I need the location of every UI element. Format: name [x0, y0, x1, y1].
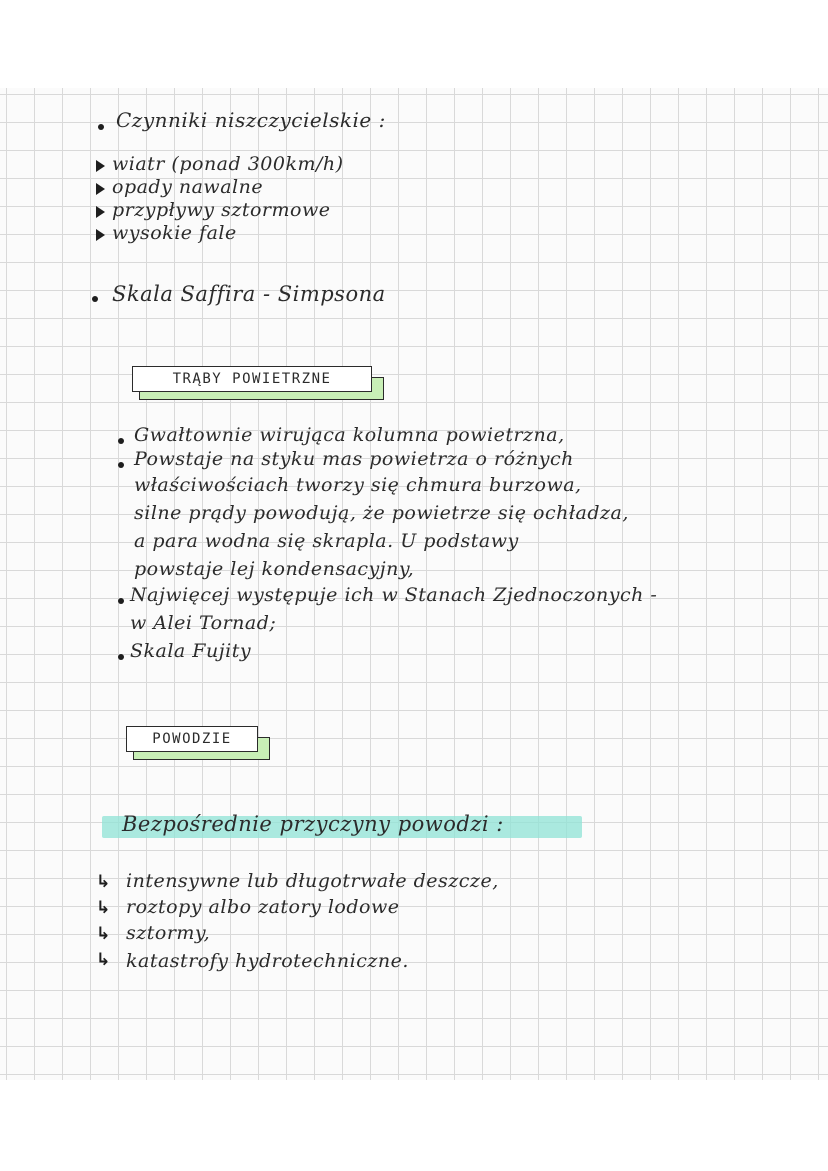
- section2-line: silne prądy powodują, że powietrze się ochładza,: [134, 502, 629, 524]
- section1-item: wiatr (ponad 300km/h): [112, 153, 344, 175]
- bullet-triangle-icon: [96, 160, 105, 172]
- section3-cause: katastrofy hydrotechniczne.: [126, 950, 409, 972]
- section3-subheading: Bezpośrednie przyczyny powodzi :: [122, 812, 504, 836]
- section1-item: opady nawalne: [112, 176, 264, 198]
- section2-line: Najwięcej występuje ich w Stanach Zjednoczonych -: [130, 584, 658, 606]
- bullet-dot: [118, 654, 124, 660]
- arrow-bullet-icon: ↳: [96, 872, 111, 892]
- bullet-dot: [92, 296, 98, 302]
- bullet-dot: [118, 462, 124, 468]
- bullet-triangle-icon: [96, 229, 105, 241]
- section3-cause: sztormy,: [126, 922, 211, 944]
- section3-title: POWODZIE: [126, 726, 258, 752]
- section1-heading: Czynniki niszczycielskie :: [116, 108, 386, 132]
- section2-title: TRĄBY POWIETRZNE: [132, 366, 372, 392]
- arrow-bullet-icon: ↳: [96, 924, 111, 944]
- section2-line: właściwościach tworzy się chmura burzowa,: [134, 474, 582, 496]
- section2-line: powstaje lej kondensacyjny,: [134, 558, 415, 580]
- section2-heading-box: [132, 366, 372, 392]
- section3-cause: roztopy albo zatory lodowe: [126, 896, 400, 918]
- section2-line: Skala Fujity: [130, 640, 252, 662]
- arrow-bullet-icon: ↳: [96, 898, 111, 918]
- section2-line: Powstaje na styku mas powietrza o różnych: [134, 448, 574, 470]
- bullet-triangle-icon: [96, 206, 105, 218]
- section2-line: w Alei Tornad;: [130, 612, 277, 634]
- arrow-bullet-icon: ↳: [96, 950, 111, 970]
- section3-heading-box: [126, 726, 258, 752]
- section1-item: przypływy sztormowe: [112, 199, 331, 221]
- bullet-triangle-icon: [96, 183, 105, 195]
- section1-scale: Skala Saffira - Simpsona: [112, 282, 386, 306]
- section3-cause: intensywne lub długotrwałe deszcze,: [126, 870, 499, 892]
- section1-item: wysokie fale: [112, 222, 237, 244]
- bullet-dot: [118, 598, 124, 604]
- section2-line: a para wodna się skrapla. U podstawy: [134, 530, 519, 552]
- bullet-dot: [118, 438, 124, 444]
- bullet-dot: [98, 124, 104, 130]
- section2-line: Gwałtownie wirująca kolumna powietrzna,: [134, 424, 565, 446]
